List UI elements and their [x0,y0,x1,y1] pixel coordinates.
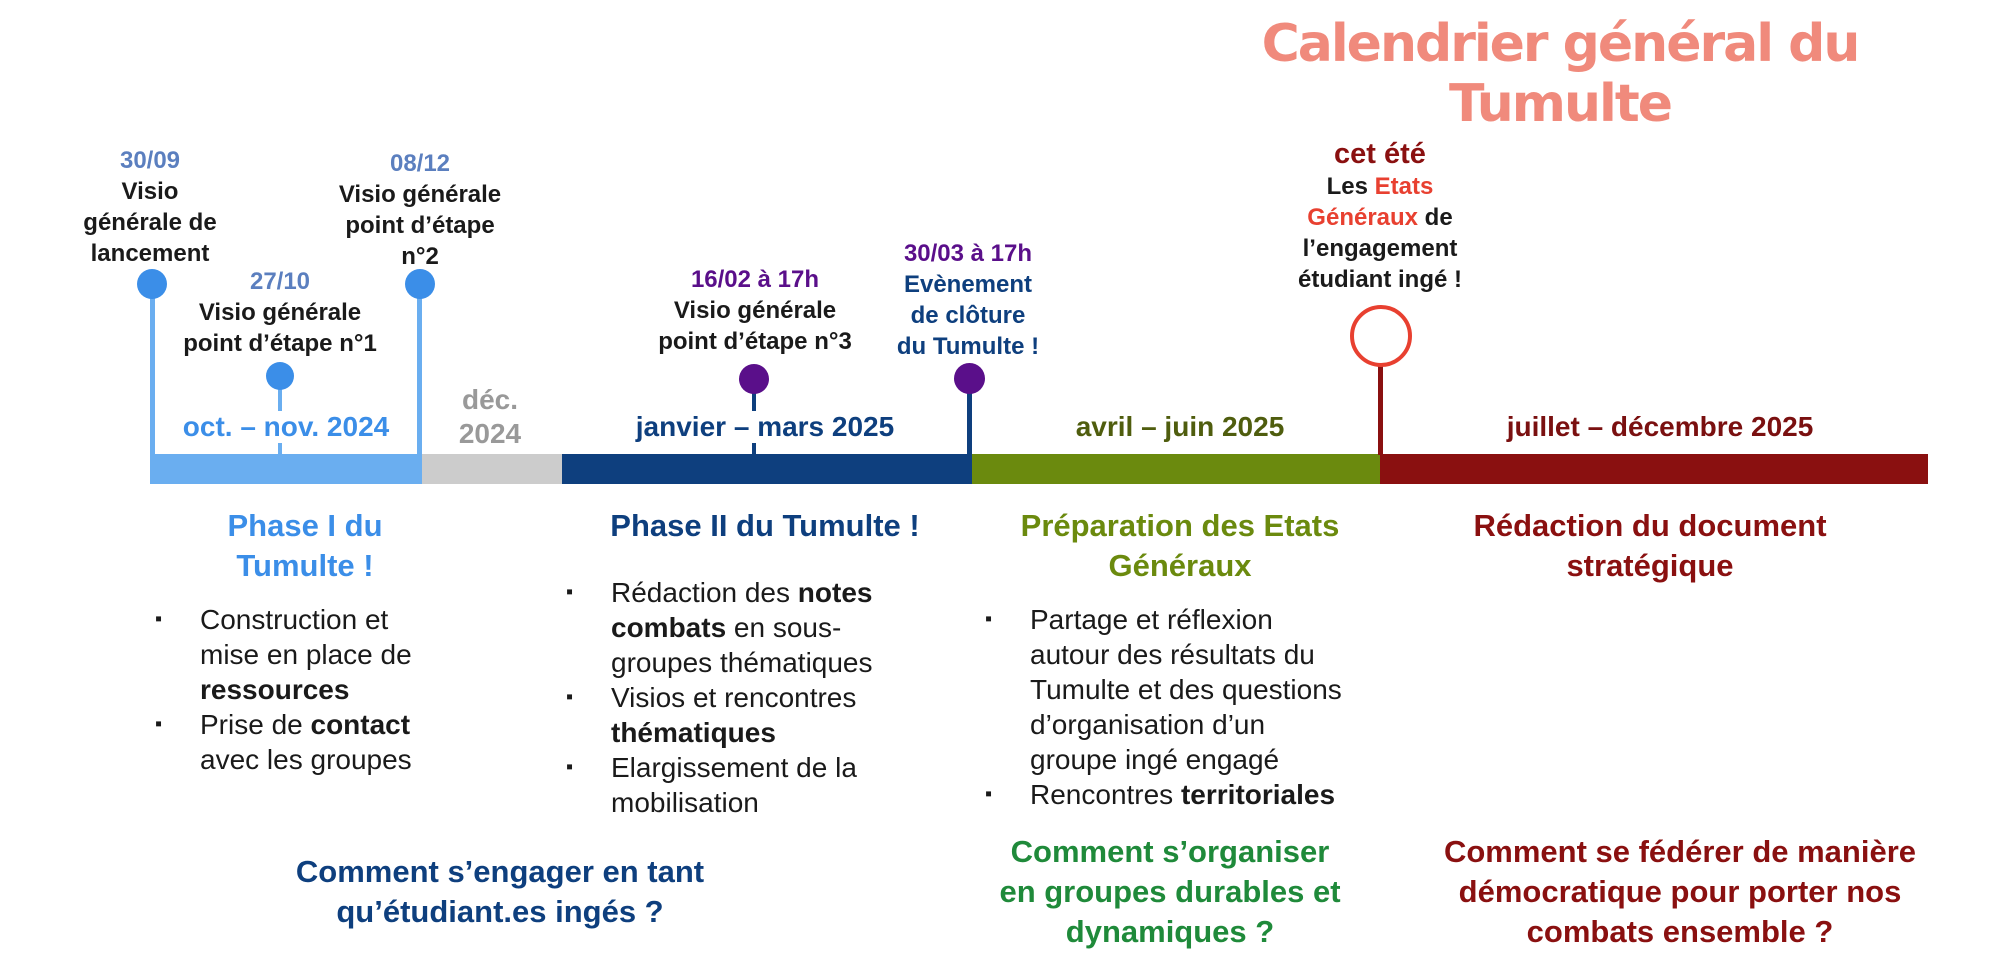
phase-4-title [1420,506,1880,586]
milestone-dot-3 [405,269,435,299]
milestone-6-label-line-2: Généraux de [1307,204,1453,231]
phase-1-title-2: Tumulte ! [236,548,374,583]
milestone-dot-2 [266,362,294,390]
timeline-bar-jan-mar [562,454,972,484]
timeline-bar-dec [422,454,562,484]
milestone-6 [1270,137,1490,295]
milestone-6-label-line-3: l’engagement [1302,235,1458,262]
list-item: ▪ Rencontres territoriales [985,779,1336,810]
period-label-dec-1: déc. [461,384,519,415]
milestone-1-label-3: lancement [90,240,210,267]
phase-1-bullets [155,602,455,777]
question-3-line-2: démocratique pour porter nos [1458,874,1902,909]
bullet-marker: ▪ [566,581,574,603]
question-1 [240,852,760,932]
milestone-6-date: cet été [1334,138,1426,170]
phase-2-title-1: Phase II du Tumulte ! [610,508,920,543]
phase-1-title-1: Phase I du [227,508,383,543]
question-2-line-1: Comment s’organiser [1010,834,1330,869]
milestone-dot-5 [954,363,985,394]
timeline-bar-apr-jun [972,454,1380,484]
bullet-marker: ▪ [985,783,993,805]
phase-3-title-2: Généraux [1108,548,1252,583]
bullet-marker: ▪ [155,608,163,630]
milestone-4-label-2: point d’étape n°3 [658,328,852,355]
question-3 [1400,832,1960,952]
milestone-2-date: 27/10 [249,268,311,295]
period-label-apr-jun: avril – juin 2025 [1075,411,1285,442]
period-label-dec-2: 2024 [458,418,522,449]
phase-1-title [160,506,450,586]
bullet-marker: ▪ [566,686,574,708]
milestone-6-label-line-1: Les Etats [1326,173,1434,200]
milestone-5-label-1: Evènement [903,271,1033,298]
period-label-dec [430,383,550,451]
list-item: ▪ Elargissement de la mobilisation [566,752,857,818]
question-1-line-2: qu’étudiant.es ingés ? [336,894,664,929]
period-label-jul-dec: juillet – décembre 2025 [1506,411,1814,442]
period-label-jan-mar: janvier – mars 2025 [600,411,930,443]
milestone-ring-6 [1350,305,1412,367]
milestone-3-date: 08/12 [389,150,451,177]
timeline-bar-jul-dec [1380,454,1928,484]
bullet-marker: ▪ [155,713,163,735]
milestone-1-label-2: générale de [83,209,217,236]
list-item: ▪ Construction et mise en place de ressources [155,604,412,705]
question-3-line-1: Comment se fédérer de manière [1443,834,1917,869]
phase-3-title-1: Préparation des Etats [1020,508,1340,543]
milestone-1-label-1: Visio [121,178,179,205]
list-item: ▪ Prise de contact avec les groupes [155,709,412,775]
list-item: ▪ Partage et réflexion autour des résultats du Tumulte et des questions d’organisation d’un groupe ingé engagé [985,604,1342,775]
milestone-5 [868,238,1068,362]
milestone-dot-4 [739,364,769,394]
phase-2-bullets [566,575,946,820]
bullet-marker: ▪ [985,608,993,630]
milestone-3-label-3: n°2 [401,243,439,270]
timeline-bar-oct-nov [150,454,422,484]
milestone-5-date: 30/03 à 17h [903,240,1033,267]
phase-4-title-1: Rédaction du document [1473,508,1827,543]
milestone-2 [160,266,400,359]
milestone-2-label-2: point d’étape n°1 [183,330,377,357]
milestone-3-label-2: point d’étape [345,212,495,239]
phase-3-title [990,506,1370,586]
list-item: ▪ Visios et rencontres thématiques [566,682,857,748]
question-2 [960,832,1380,952]
milestone-6-label-line-4: étudiant ingé ! [1298,266,1462,293]
milestone-4-date: 16/02 à 17h [690,266,820,293]
question-3-line-3: combats ensemble ? [1526,914,1834,949]
milestone-1 [50,145,250,269]
question-1-line-1: Comment s’engager en tant [295,854,705,889]
phase-2-title [560,506,970,546]
phase-3-bullets [985,602,1385,812]
milestone-3 [320,148,520,272]
bracket-right [417,287,422,455]
milestone-3-label-1: Visio générale [338,181,502,208]
page-title: Calendrier général du Tumulte [1261,14,1859,134]
period-label-oct-nov: oct. – nov. 2024 [155,411,417,443]
question-2-line-3: dynamiques ? [1065,914,1275,949]
milestone-5-label-3: du Tumulte ! [896,333,1040,360]
bullet-marker: ▪ [566,756,574,778]
question-2-line-2: en groupes durables et [999,874,1341,909]
milestone-2-label-1: Visio générale [198,299,362,326]
list-item: ▪ Rédaction des notes combats en sous- groupes thématiques [566,577,873,678]
milestone-4-label-1: Visio générale [673,297,837,324]
milestone-1-date: 30/09 [119,147,181,174]
phase-4-title-2: stratégique [1566,548,1734,583]
milestone-4 [630,264,880,357]
milestone-6-stem [1378,360,1383,455]
milestone-5-stem [967,385,972,455]
milestone-5-label-2: de clôture [910,302,1026,329]
